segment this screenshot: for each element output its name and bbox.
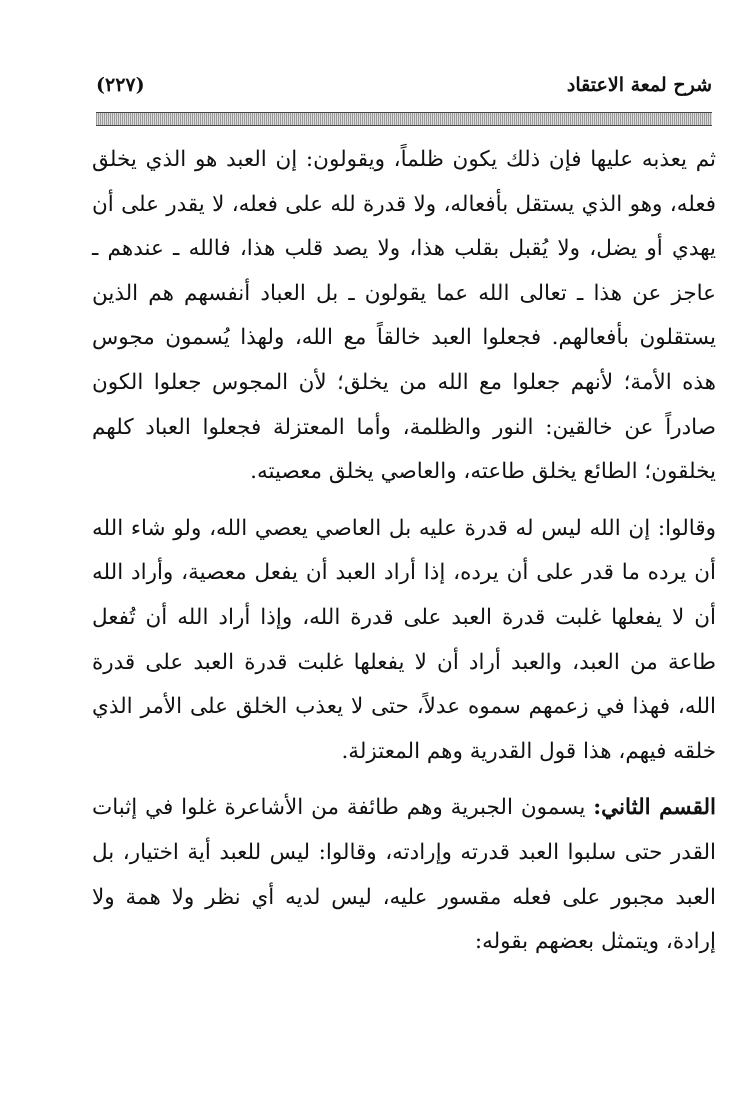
running-title: شرح لمعة الاعتقاد <box>566 74 712 96</box>
paragraph-1-text: ثم يعذبه عليها فإن ذلك يكون ظلماً، ويقولون: إن العبد هو الذي يخلق فعله، وهو الذي يستقل بأفعاله، ولا قدرة لله على فعله، لا يقدر على أن يهدي أو يضل، ولا يُقبل بقلب هذا، ولا يصد قلب هذا، فالله ـ عندهم ـ عاجز عن هذا ـ تعالى الله عما يقولون ـ بل العباد أنفسهم هم الذين يستقلون بأفعالهم. فجعلوا العبد خالقاً مع الله، ولهذا يُسمون مجوس هذه الأمة؛ لأنهم جعلوا مع الله من يخلق؛ لأن المجوس جعلوا الكون صادراً عن خالقين: النور والظلمة، وأما المعتزلة فجعلوا العباد كلهم يخلقون؛ الطائع يخلق طاعته، والعاصي يخلق معصيته. <box>92 147 716 485</box>
main-text <box>92 138 716 977</box>
section-lead: القسم الثاني: <box>593 795 717 821</box>
paragraph-1 <box>92 138 716 495</box>
paragraph-2 <box>92 507 716 775</box>
page-number: (٢٢٧) <box>96 74 145 96</box>
header-divider <box>96 112 712 126</box>
page-header <box>96 74 712 104</box>
paragraph-3 <box>92 786 716 964</box>
paragraph-3-text: يسمون الجبرية وهم طائفة من الأشاعرة غلوا في إثبات القدر حتى سلبوا العبد قدرته وإرادته، وقالوا: ليس للعبد أية اختيار، بل العبد مجبور على فعله مقسور عليه، ليس لديه أي نظر ولا همة ولا إرادة، ويتمثل بعضهم بقوله: <box>92 795 716 955</box>
paragraph-2-text: وقالوا: إن الله ليس له قدرة عليه بل العاصي يعصي الله، ولو شاء الله أن يرده ما قدر على أن يرده، إذا أراد العبد أن يفعل معصية، وأراد الله أن لا يفعلها غلبت قدرة العبد على قدرة الله، وإذا أراد الله أن تُفعل طاعة من العبد، والعبد أراد أن لا يفعلها غلبت قدرة العبد على قدرة الله، فهذا في زعمهم سموه عدلاً، حتى لا يعذب الخلق على الأمر الذي خلقه فيهم، هذا قول القدرية وهم المعتزلة. <box>92 515 716 764</box>
